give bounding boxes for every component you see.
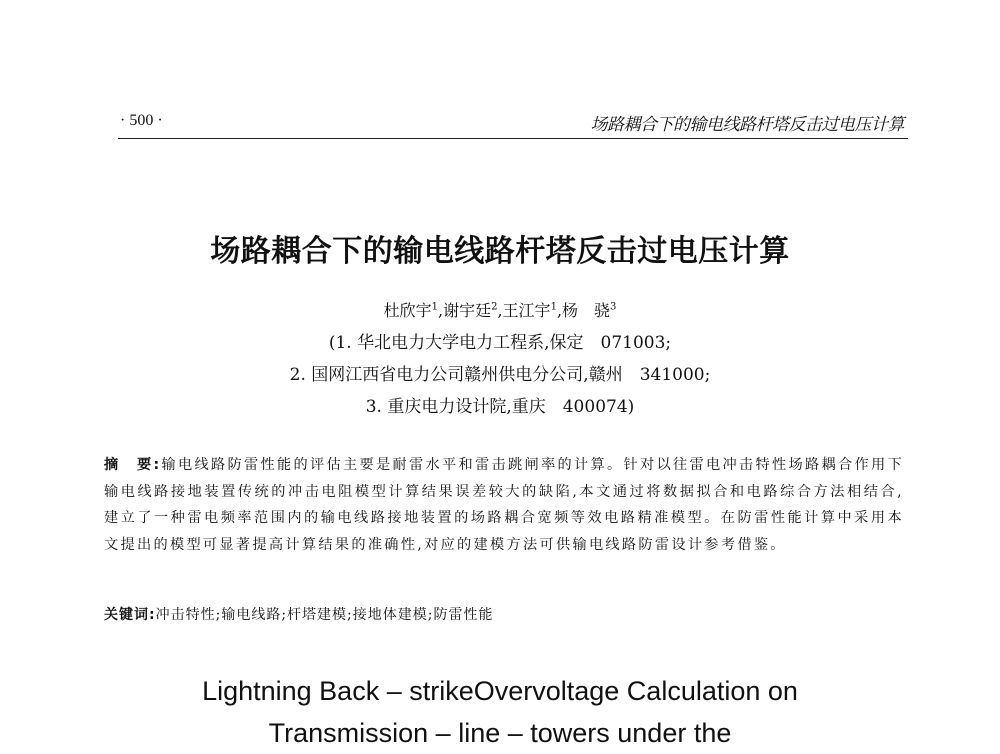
author-affiliation-mark: 2	[491, 301, 498, 313]
author-affiliation-mark: 1	[550, 301, 557, 313]
paper-title: 场路耦合下的输电线路杆塔反击过电压计算	[210, 234, 790, 269]
english-title-line-1: Lightning Back – strikeOvervoltage Calculation on	[202, 676, 798, 706]
english-title	[0, 670, 1000, 754]
abstract-text: 输电线路防雷性能的评估主要是耐雷水平和雷击跳闸率的计算。针对以往雷电冲击特性场路耦合作用下输电线路接地装置传统的冲击电阻模型计算结果误差较大的缺陷,本文通过将数据拟合和电路综合方法相结合,建立了一种雷电频率范围内的输电线路接地装置的场路耦合宽频等效电路精准模型。在防雷性能计算中采用本文提出的模型可显著提高计算结果的准确性,对应的建模方法可供输电线路防雷设计参考借鉴。	[104, 457, 904, 553]
keywords-text: 冲击特性;输电线路;杆塔建模;接地体建模;防雷性能	[155, 607, 494, 623]
affiliation-3: 3. 重庆电力设计院,重庆 400074)	[365, 397, 635, 417]
abstract-label: 摘 要:	[104, 457, 162, 473]
abstract	[104, 452, 904, 558]
page-number: · 500 ·	[120, 112, 163, 129]
author-affiliation-mark: 1	[431, 301, 438, 313]
running-title: 场路耦合下的输电线路杆塔反击过电压计算	[590, 115, 904, 135]
author-list: 杜欣宇$^1$,谢宇廷$^2$,王江宇$^1$,杨 骁$^3$	[383, 301, 617, 320]
keywords	[104, 604, 904, 624]
keywords-label: 关键词:	[104, 607, 156, 623]
english-title-line-2: Transmission – line – towers under the	[268, 718, 732, 748]
author: 杨 骁	[562, 301, 611, 320]
author: 杜欣宇	[383, 301, 432, 320]
affiliation-2: 2. 国网江西省电力公司赣州供电分公司,赣州 341000;	[289, 365, 711, 385]
author-affiliation-mark: 3	[610, 301, 617, 313]
author: 谢宇廷	[443, 301, 492, 320]
affiliation-1: (1. 华北电力大学电力工程系,保定 071003;	[328, 333, 672, 353]
author: 王江宇	[502, 301, 551, 320]
page-header	[118, 108, 908, 139]
